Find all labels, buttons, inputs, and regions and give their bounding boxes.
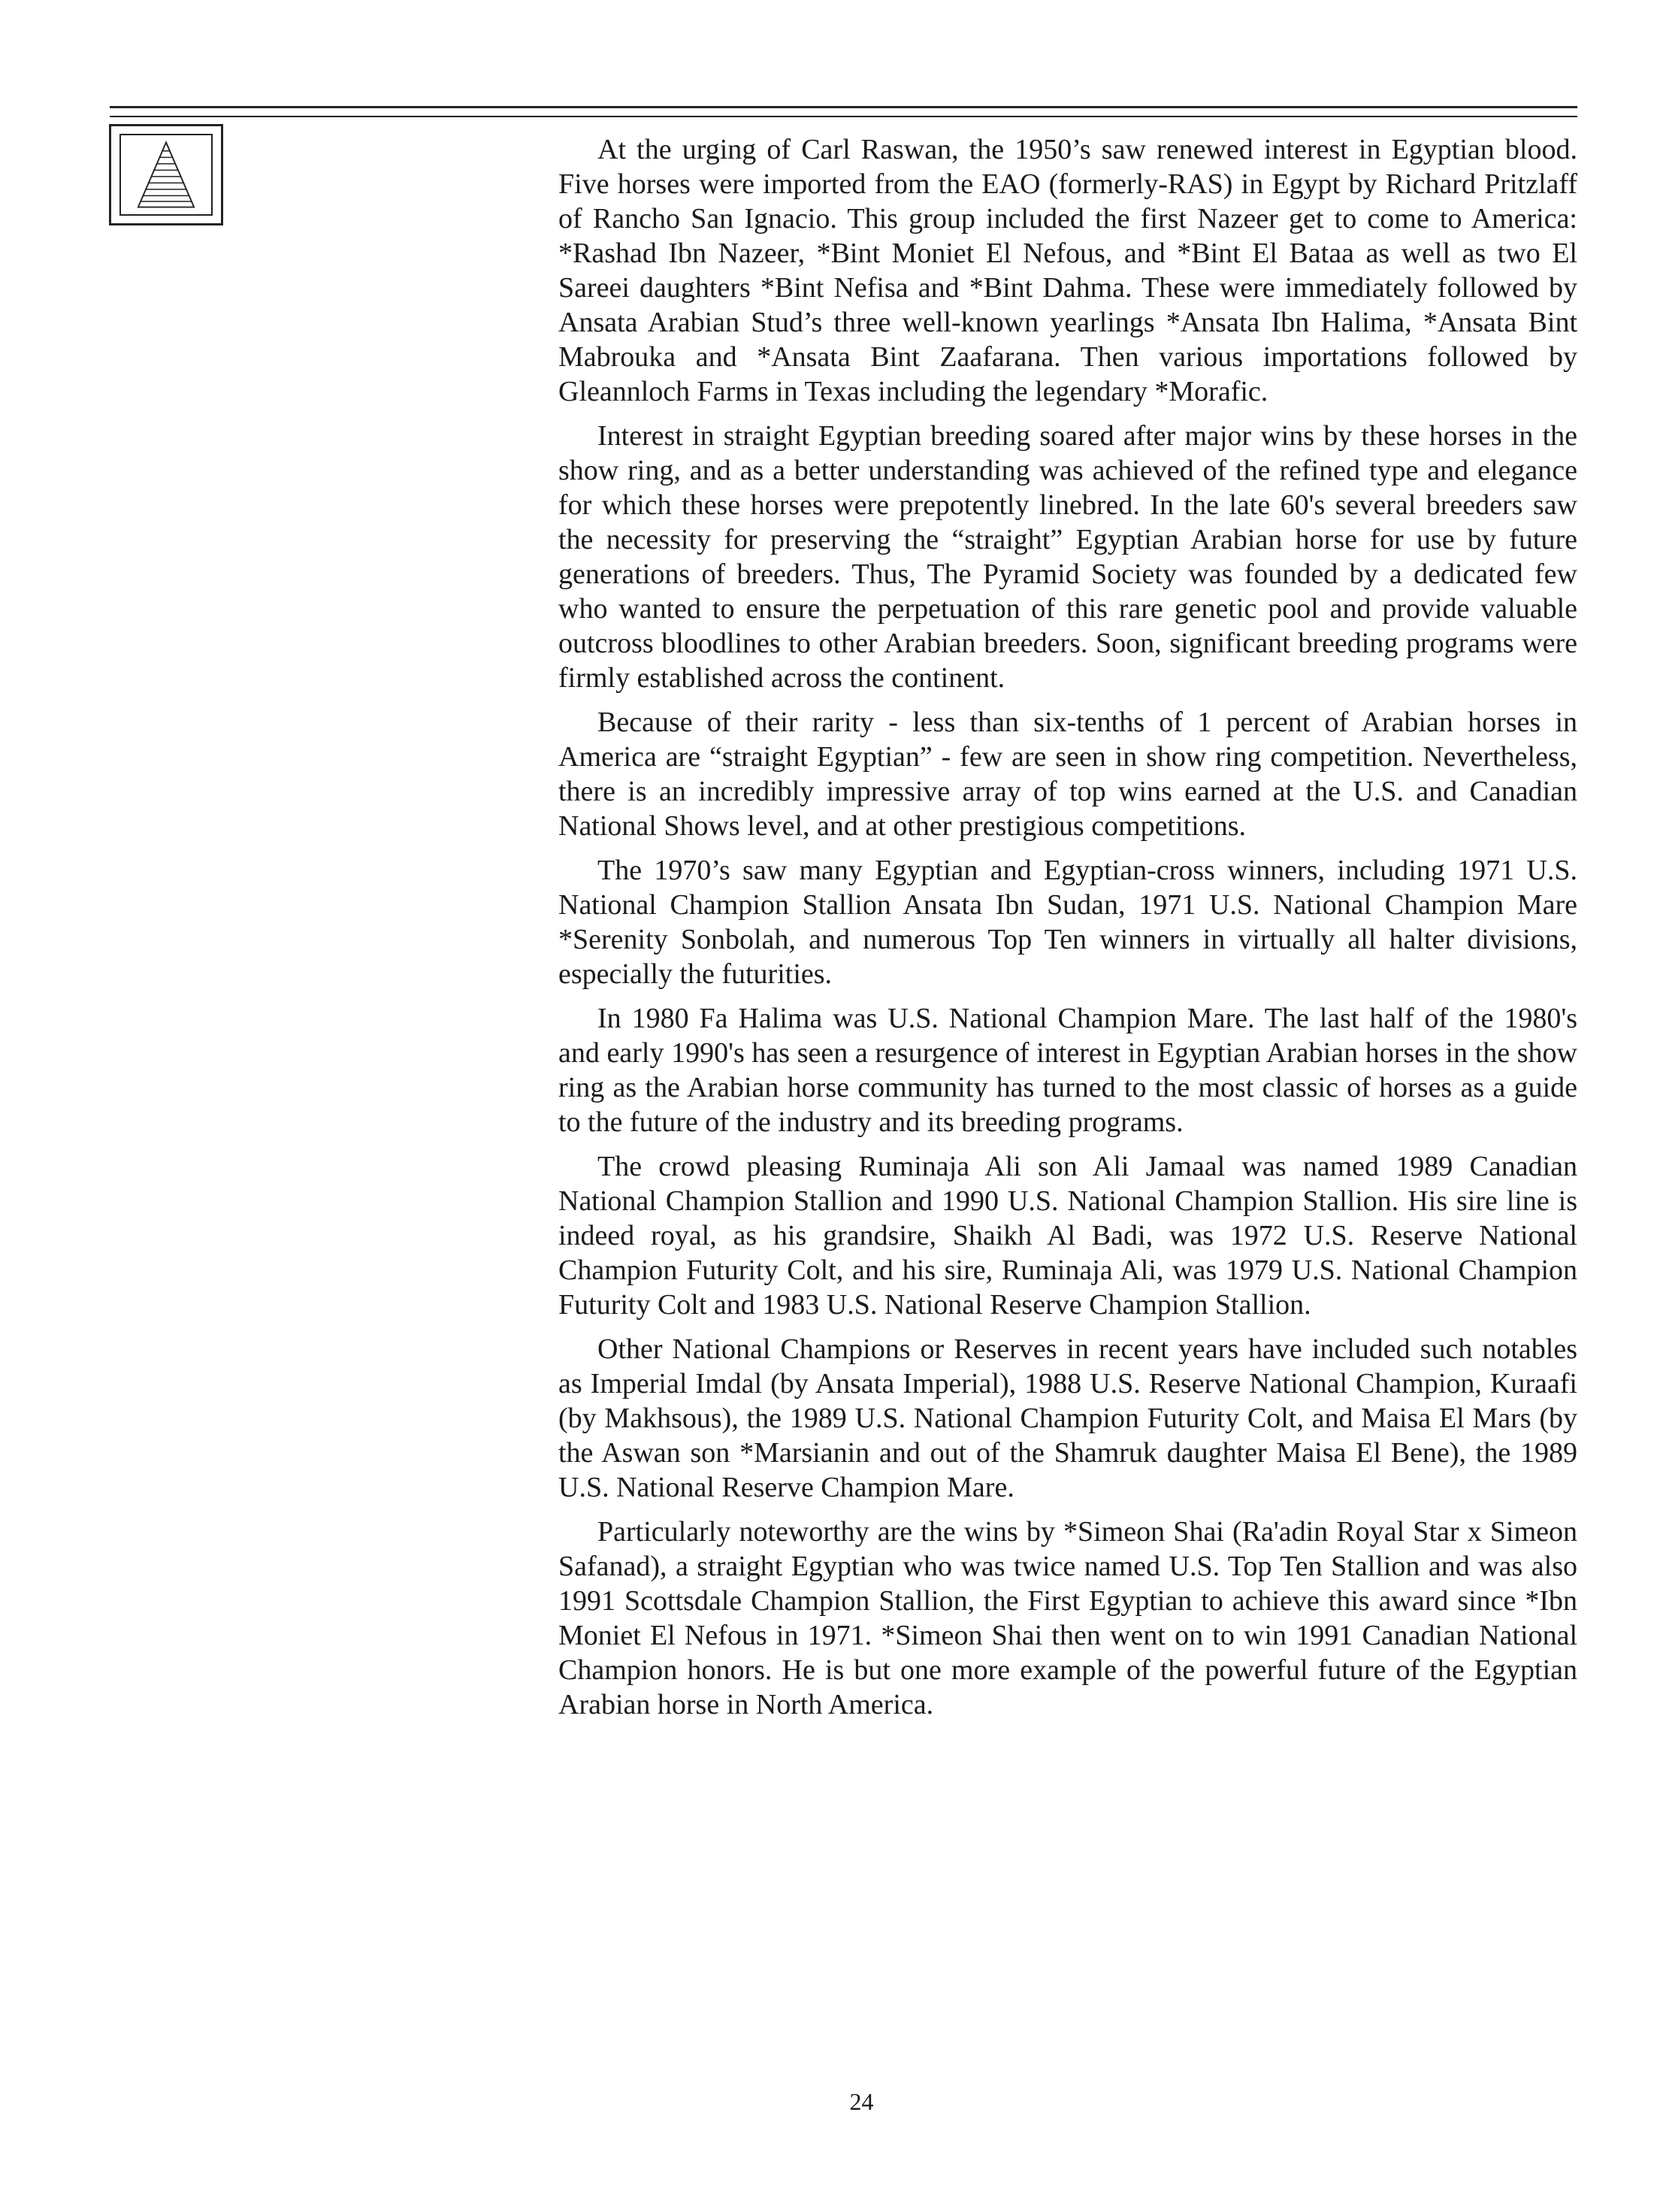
pyramid-icon [121,135,211,214]
paragraph-8: Particularly noteworthy are the wins by *Simeon Shai (Ra'adin Royal Star x Simeon Safanad), a straight Egyptian who was twice named U.S. Top Ten Stallion and was also 1991 Scottsdale Champion Stallion, the First Egyptian to achieve this award since *Ibn Moniet El Nefous in 1971. *Simeon Shai then went on to win 1991 Canadian National Champion honors. He is but one more example of the powerful future of the Egyptian Arabian horse in North America. [558,1516,1577,1720]
paragraph-6: The crowd pleasing Ruminaja Ali son Ali Jamaal was named 1989 Canadian National Champion Stallion and 1990 U.S. National Champion Stallion. His sire line is indeed royal, as his grandsire, Shaikh Al Badi, was 1972 U.S. Reserve National Champion Futurity Colt, and his sire, Ruminaja Ali, was 1979 U.S. National Champion Futurity Colt and 1983 U.S. National Reserve Champion Stallion. [558,1151,1577,1321]
paragraph-7: Other National Champions or Reserves in recent years have included such notables as Imperial Imdal (by Ansata Imperial), 1988 U.S. Reserve National Champion, Kuraafi (by Makhsous), the 1989 U.S. National Champion Futurity Colt, and Maisa El Mars (by the Aswan son *Marsianin and out of the Shamruk daughter Maisa El Bene), the 1989 U.S. National Reserve Champion Mare. [558,1333,1577,1503]
top-rule-thin [110,116,1577,117]
top-rule-thick [110,106,1577,108]
paragraph-3: Because of their rarity - less than six-tenths of 1 percent of Arabian horses in America are “straight Egyptian” - few are seen in show ring competition. Nevertheless, there is an incredibly impressive array of top wins earned at the U.S. and Canadian National Shows level, and at other prestigious competitions. [558,707,1577,842]
pyramid-logo-box [109,124,223,225]
pyramid-logo-frame [119,134,213,216]
page-number: 24 [849,2088,874,2115]
paragraph-5: In 1980 Fa Halima was U.S. National Champion Mare. The last half of the 1980's and early 1990's has seen a resurgence of interest in Egyptian Arabian horses in the show ring as the Arabian horse community has turned to the most classic of horses as a guide to the future of the industry and its breeding programs. [558,1003,1577,1138]
article-body [558,132,1577,1732]
paragraph-1: At the urging of Carl Raswan, the 1950’s saw renewed interest in Egyptian blood. Five horses were imported from the EAO (formerly-RAS) in Egypt by Richard Pritzlaff of Rancho San Ignacio. This group included the first Nazeer get to come to America: *Rashad Ibn Nazeer, *Bint Moniet El Nefous, and *Bint El Bataa as well as two El Sareei daughters *Bint Nefisa and *Bint Dahma. These were immediately followed by Ansata Arabian Stud’s three well-known yearlings *Ansata Ibn Halima, *Ansata Bint Mabrouka and *Ansata Bint Zaafarana. Then various importations followed by Gleannloch Farms in Texas including the legendary *Morafic. [558,134,1577,407]
paragraph-4: The 1970’s saw many Egyptian and Egyptian-cross winners, including 1971 U.S. National Champion Stallion Ansata Ibn Sudan, 1971 U.S. National Champion Mare *Serenity Sonbolah, and numerous Top Ten winners in virtually all halter divisions, especially the futurities. [558,855,1577,990]
paragraph-2: Interest in straight Egyptian breeding soared after major wins by these horses in the show ring, and as a better understanding was achieved of the refined type and elegance for which these horses were prepotently linebred. In the late 60's several breeders saw the necessity for preserving the “straight” Egyptian Arabian horse for use by future generations of breeders. Thus, The Pyramid Society was founded by a dedicated few who wanted to ensure the perpetuation of this rare genetic pool and provide valuable outcross bloodlines to other Arabian breeders. Soon, significant breeding programs were firmly established across the continent. [558,420,1577,694]
